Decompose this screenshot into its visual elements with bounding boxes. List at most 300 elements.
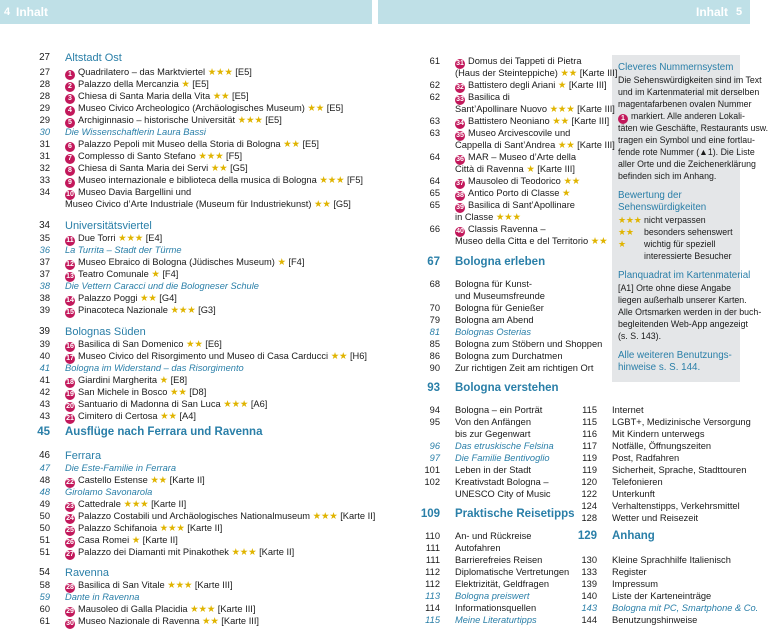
- entry-title: [612, 404, 644, 416]
- page-number: 28: [39, 79, 50, 89]
- entry-title: [455, 314, 534, 326]
- sight-number-marker: 5: [65, 118, 75, 128]
- sidebar-text: wichtig für speziell: [644, 239, 716, 249]
- page-number: 64: [429, 176, 440, 186]
- sight-number-marker: 16: [66, 343, 74, 350]
- entry-title: [612, 428, 705, 440]
- entry-label: Santuario di Madonna di San Luca: [78, 399, 221, 409]
- toc-row[interactable]: [0, 416, 750, 428]
- sight-number-marker: 19: [66, 391, 74, 398]
- page-number: 58: [39, 580, 50, 590]
- entry-label: Die Vettern Caracci und die Bologneser Schule: [65, 281, 259, 291]
- entry-label: Bologna für Kunst-: [455, 279, 533, 289]
- page-number: 110: [425, 531, 440, 541]
- toc-row[interactable]: [0, 614, 750, 626]
- map-reference: [Karte II]: [184, 523, 223, 533]
- entry-label: Basilica di San Vitale: [78, 580, 165, 590]
- entry-label: Bologna mit PC, Smartphone & Co.: [612, 603, 759, 613]
- page-number: 120: [581, 477, 597, 487]
- page-number: 45: [37, 426, 50, 438]
- page-number: 70: [429, 303, 440, 313]
- page-number: 30: [39, 127, 50, 137]
- entry-label: Mit Kindern unterwegs: [612, 429, 705, 439]
- sidebar-line: [618, 362, 700, 374]
- entry-label: Classis Ravenna –: [468, 224, 546, 234]
- rating-stars: ★: [555, 80, 567, 90]
- page-number: 51: [39, 547, 50, 557]
- entry-label: Ausflüge nach Ferrara und Ravenna: [65, 426, 263, 438]
- sight-number-marker: 14: [66, 297, 74, 304]
- page-number: 130: [581, 555, 597, 565]
- entry-label: Museo Civico d’Arte Industriale (Museum für Industriekunst): [65, 199, 312, 209]
- rating-stars: ★★★: [120, 499, 149, 509]
- entry-label: Mausoleo di Galla Placidia: [78, 604, 188, 614]
- sidebar-line: [618, 319, 748, 331]
- entry-label: Basilica di Sant’Apollinare: [468, 200, 575, 210]
- entry-title: [612, 578, 658, 590]
- entry-title: [455, 163, 575, 175]
- entry-title: [455, 67, 617, 79]
- rating-stars: ★★★: [187, 604, 216, 614]
- page-number: 27: [39, 52, 50, 63]
- page-number: 119: [582, 465, 597, 475]
- map-reference: [F5]: [223, 151, 243, 161]
- page-number: 112: [425, 579, 440, 589]
- entry-title: [455, 542, 501, 554]
- page-number: 37: [39, 257, 50, 267]
- page-number: 66: [429, 224, 440, 234]
- sidebar-text: tragen ein Symbol und eine fortlau-: [618, 135, 755, 145]
- sidebar-text: magentafarbenen ovalen Nummer: [618, 99, 752, 109]
- page-number: 62: [429, 92, 440, 102]
- rating-stars: ★★: [304, 103, 325, 113]
- sidebar-text: Alle weiteren Benutzungs-: [618, 350, 732, 361]
- map-reference: [Karte III]: [577, 68, 618, 78]
- map-reference: [H6]: [347, 351, 368, 361]
- toc-row[interactable]: [0, 464, 750, 476]
- page-number: 59: [39, 592, 50, 602]
- toc-row[interactable]: [0, 530, 750, 542]
- sidebar-text: [A1] Orte ohne diese Angabe: [618, 283, 731, 293]
- page-number: 94: [429, 405, 440, 415]
- page-number: 68: [429, 279, 440, 289]
- sidebar-line: [618, 99, 752, 111]
- toc-row[interactable]: [0, 602, 759, 614]
- rating-stars: ★: [178, 79, 190, 89]
- sidebar-text: täten wie Geschäfte, Restaurants usw.: [618, 123, 768, 133]
- entry-label: in Classe: [455, 212, 494, 222]
- map-reference: [E5]: [299, 139, 319, 149]
- sidebar-text: befinden sich im Anhang.: [618, 171, 717, 181]
- entry-label: Teatro Comunale: [78, 269, 149, 279]
- sight-number-marker: 12: [66, 261, 74, 268]
- page-number: 96: [429, 441, 440, 451]
- sidebar-text: Cleveres Nummernsystem: [618, 62, 734, 73]
- entry-label: Mausoleo di Teodorico: [468, 176, 561, 186]
- sight-number-marker: 30: [66, 620, 74, 627]
- entry-label: Bologna am Abend: [455, 315, 534, 325]
- entry-label: Praktische Reisetipps: [455, 508, 575, 520]
- page-number: 42: [39, 387, 50, 397]
- entry-label: Liste der Karteneinträge: [612, 591, 712, 601]
- sidebar-text: Planquadrat im Kartenmaterial: [618, 270, 751, 281]
- rating-stars: ★★: [560, 176, 581, 186]
- entry-label: Palazzo Schifanoia: [78, 523, 158, 533]
- entry-title: [455, 103, 615, 115]
- map-reference: [Karte III]: [566, 80, 607, 90]
- page-number: 65: [429, 200, 440, 210]
- sight-number-marker: 18: [66, 379, 74, 386]
- sight-number-marker: 31: [456, 60, 464, 67]
- map-reference: [A6]: [248, 399, 268, 409]
- entry-label: Internet: [612, 405, 644, 415]
- entry-label: Bologna im Widerstand – das Risorgimento: [65, 363, 244, 373]
- map-reference: [F5]: [344, 175, 363, 185]
- entry-title: [612, 416, 751, 428]
- map-reference: [G4]: [156, 293, 177, 303]
- entry-label: Notfälle, Öffnungszeiten: [612, 441, 712, 451]
- entry-label: Altstadt Ost: [65, 52, 122, 64]
- entry-label: Benutzungshinweise: [612, 615, 698, 625]
- map-reference: [E6]: [202, 339, 222, 349]
- page-number: 117: [582, 441, 597, 451]
- entry-label: Die Familie Bentivoglio: [455, 453, 550, 463]
- page-number: 39: [39, 305, 50, 315]
- entry-title: [612, 500, 740, 512]
- sidebar-line: [618, 123, 768, 135]
- page-number: 139: [581, 579, 597, 589]
- map-reference: [D8]: [186, 387, 207, 397]
- rating-stars: ★★: [555, 140, 575, 150]
- toc-row[interactable]: [0, 590, 750, 602]
- page-title-left: Inhalt: [16, 5, 48, 19]
- page-number: 31: [39, 139, 50, 149]
- entry-label: Quadrilatero – das Marktviertel: [78, 67, 206, 77]
- entry-label: Casa Romei: [78, 535, 130, 545]
- page-number: 36: [39, 245, 50, 255]
- entry-label: Museo Civico Archeologico (Archäologisches Museum): [78, 103, 305, 113]
- page-number: 38: [39, 281, 50, 291]
- rating-stars: ★★: [147, 475, 168, 485]
- sight-number-marker: 1: [65, 70, 75, 80]
- rating-stars: ★★★: [115, 233, 144, 243]
- page-number: 39: [39, 339, 50, 349]
- entry-label: Impressum: [612, 579, 658, 589]
- entry-label: Diplomatische Vertretungen: [455, 567, 570, 577]
- map-reference: [G3]: [195, 305, 216, 315]
- toc-row[interactable]: [0, 428, 750, 440]
- sight-number-marker: 2: [65, 82, 75, 92]
- sidebar-text: fende rote Nummer (▲1). Die Liste: [618, 147, 755, 157]
- entry-label: Bologna preiswert: [455, 591, 530, 601]
- entry-label: Pinacoteca Nazionale: [78, 305, 168, 315]
- map-reference: [Karte II]: [337, 511, 376, 521]
- toc-row[interactable]: [0, 452, 750, 464]
- entry-label: Antico Porto di Classe: [468, 188, 560, 198]
- page-number: 43: [39, 399, 50, 409]
- rating-stars: ★: [129, 535, 141, 545]
- sight-number-marker: 8: [65, 166, 75, 176]
- sidebar-text: nicht verpassen: [644, 215, 706, 225]
- entry-label: Ravenna: [65, 567, 110, 579]
- sight-number-marker: 3: [65, 94, 75, 104]
- toc-row[interactable]: [0, 404, 750, 416]
- page-number: 140: [581, 591, 597, 601]
- sidebar-line: [618, 135, 755, 147]
- sight-number-marker: 20: [66, 403, 74, 410]
- page-number: 37: [39, 269, 50, 279]
- sidebar-line: [618, 239, 715, 251]
- entry-label: Chiesa di Santa Maria della Vita: [78, 91, 211, 101]
- entry-label: Palazzo Pepoli mit Museo della Storia di Bologna: [78, 139, 281, 149]
- page-number: 129: [577, 530, 597, 542]
- sidebar-line: [618, 147, 755, 159]
- toc-row[interactable]: [0, 578, 750, 590]
- entry-label: Museo internazionale e biblioteca della musica di Bologna: [78, 175, 317, 185]
- page-number: 143: [581, 603, 597, 613]
- entry-label: Verhaltenstipps, Verkehrsmittel: [612, 501, 740, 511]
- entry-label: (Haus der Steinteppiche): [455, 68, 558, 78]
- page-number: 31: [39, 151, 50, 161]
- entry-label: Anhang: [612, 530, 655, 542]
- sight-number-marker: 38: [456, 192, 464, 199]
- map-reference: [G5]: [330, 199, 351, 209]
- sidebar-text: Bewertung der: [618, 190, 682, 201]
- sidebar-line: [618, 270, 750, 282]
- page-number: 61: [39, 616, 50, 626]
- sight-number-marker: 4: [65, 106, 75, 116]
- entry-label: Elektrizität, Geldfragen: [455, 579, 550, 589]
- entry-label: Ferrara: [65, 450, 102, 462]
- toc-row[interactable]: [0, 566, 750, 578]
- entry-title: [455, 290, 545, 302]
- map-reference: [E8]: [167, 375, 188, 385]
- toc-row[interactable]: [0, 488, 750, 500]
- rating-stars: ★★: [328, 351, 348, 361]
- map-reference: [E5]: [189, 79, 209, 89]
- entry-label: Museo Arcivescovile und: [468, 128, 571, 138]
- entry-label: Zur richtigen Zeit am richtigen Ort: [455, 363, 594, 373]
- entry-title: [612, 464, 746, 476]
- rating-stars: ★★★: [235, 115, 263, 125]
- entry-title: [455, 362, 593, 374]
- sight-number-marker: 13: [66, 273, 74, 280]
- entry-label: Girolamo Savonarola: [65, 487, 153, 497]
- entry-title: [455, 350, 563, 362]
- page-number: 48: [39, 487, 50, 497]
- rating-stars: ★★: [137, 293, 157, 303]
- page-number: 47: [39, 463, 50, 473]
- page-number: 112: [425, 567, 440, 577]
- page-number: 60: [39, 604, 50, 614]
- sidebar-line: [618, 159, 756, 171]
- page-number: 67: [427, 256, 440, 268]
- map-reference: [Karte III]: [192, 580, 233, 590]
- sight-number-marker: 25: [66, 527, 74, 534]
- map-reference: [Karte II]: [167, 475, 205, 485]
- page-number: 29: [39, 103, 50, 113]
- map-reference: [Karte II]: [140, 535, 178, 545]
- map-reference: [Karte III]: [574, 140, 615, 150]
- entry-title: [612, 452, 679, 464]
- entry-label: Unterkunft: [612, 489, 655, 499]
- sight-number-marker: 23: [66, 503, 74, 510]
- toc-row[interactable]: [0, 440, 750, 452]
- entry-label: Palazzo dei Diamanti mit Pinakothek: [78, 547, 229, 557]
- entry-label: Kleine Sprachhilfe Italienisch: [612, 555, 731, 565]
- entry-label: Kreativstadt Bologna –: [455, 477, 549, 487]
- entry-title: [612, 512, 698, 524]
- sidebar-text: liegen außerhalb unserer Karten.: [618, 295, 747, 305]
- map-reference: [E5]: [232, 67, 252, 77]
- entry-title: [455, 326, 531, 338]
- entry-label: Leben in der Stadt: [455, 465, 531, 475]
- sidebar-line: [618, 307, 761, 319]
- entry-title: [455, 235, 607, 247]
- rating-stars: ★★: [167, 387, 187, 397]
- entry-label: An- und Rückreise: [455, 531, 532, 541]
- sight-number-marker: 37: [456, 180, 464, 187]
- page-number: 124: [581, 501, 597, 511]
- page-number: 51: [39, 535, 50, 545]
- entry-label: Meine Literaturtipps: [455, 615, 537, 625]
- rating-stars: ★★★: [310, 511, 338, 521]
- map-reference: [Karte III]: [534, 164, 575, 174]
- entry-label: UNESCO City of Music: [455, 489, 551, 499]
- page-number: 62: [429, 80, 440, 90]
- toc-row[interactable]: [0, 476, 750, 488]
- toc-row[interactable]: [0, 554, 750, 566]
- entry-label: Register: [612, 567, 647, 577]
- page-number: 128: [581, 513, 597, 523]
- page-number: 41: [39, 363, 50, 373]
- page-number: 111: [425, 543, 440, 553]
- sidebar-line: [618, 202, 706, 214]
- rating-stars: ★★: [280, 139, 300, 149]
- sight-number-marker: 32: [456, 84, 464, 91]
- page-number: 48: [39, 475, 50, 485]
- entry-label: Due Torri: [78, 233, 116, 243]
- sight-number-marker: 36: [456, 156, 464, 163]
- rating-stars: ★★★: [547, 104, 575, 114]
- entry-label: Archiginnasio – historische Universität: [78, 115, 236, 125]
- entry-label: Telefonieren: [612, 477, 663, 487]
- toc-row[interactable]: [0, 382, 750, 394]
- map-reference: [F4]: [159, 269, 179, 279]
- sidebar-line: [618, 350, 732, 362]
- page-number: 50: [39, 523, 50, 533]
- map-reference: [A4]: [176, 411, 196, 421]
- rating-stars: ★★: [588, 236, 608, 246]
- sidebar-line: [618, 227, 733, 239]
- sight-number-marker: 40: [456, 228, 464, 235]
- entry-label: Castello Estense: [78, 475, 148, 485]
- entry-label: Giardini Margherita: [78, 375, 158, 385]
- rating-stars: ★★: [210, 91, 230, 101]
- page-number-right: 5: [736, 6, 743, 18]
- sight-number-marker: 6: [65, 142, 75, 152]
- page-number: 63: [429, 116, 440, 126]
- map-reference: [F4]: [285, 257, 305, 267]
- page-number: 27: [39, 67, 50, 77]
- map-reference: [Karte III]: [574, 104, 615, 114]
- rating-stars: ★★: [183, 339, 203, 349]
- sidebar-text: hinweise s. S. 144.: [618, 362, 701, 373]
- entry-label: Domus dei Tappeti di Pietra: [468, 56, 582, 66]
- entry-label: Battistero degli Ariani: [468, 80, 556, 90]
- entry-title: [612, 440, 711, 452]
- sidebar-text: aller Orte und die Zeichenerklärung: [618, 159, 756, 169]
- page-number: 65: [429, 188, 440, 198]
- rating-stars: ★★: [157, 411, 177, 421]
- map-reference: [Karte III]: [218, 616, 260, 626]
- entry-label: Die Wissenschaftlerin Laura Bassi: [65, 127, 206, 137]
- entry-title: [612, 602, 758, 614]
- rating-stars: ★★★: [164, 580, 193, 590]
- entry-title: [612, 476, 663, 488]
- rating-stars: ★★★: [205, 67, 233, 77]
- page-number: 29: [39, 115, 50, 125]
- entry-label: Complesso di Santo Stefano: [78, 151, 196, 161]
- toc-row[interactable]: [0, 500, 750, 512]
- sight-number-marker: 11: [66, 237, 74, 244]
- toc-row[interactable]: [0, 542, 750, 554]
- toc-row[interactable]: [0, 512, 750, 524]
- page-number: 33: [39, 175, 50, 185]
- entry-title: [455, 278, 532, 290]
- sight-number-marker: 17: [66, 355, 74, 362]
- sidebar-text: Sehenswürdigkeiten: [618, 202, 707, 213]
- entry-label: Universitätsviertel: [65, 220, 152, 232]
- rating-stars: ★★: [208, 163, 228, 173]
- page-number: 41: [39, 375, 50, 385]
- sight-number-marker: 27: [66, 551, 74, 558]
- page-number: 46: [39, 450, 50, 461]
- entry-label: Chiesa di Santa Maria dei Servi: [78, 163, 209, 173]
- page-number: 116: [582, 429, 597, 439]
- page-number: 119: [582, 453, 597, 463]
- entry-label: Dante in Ravenna: [65, 592, 140, 602]
- page-number: 115: [582, 417, 597, 427]
- entry-label: San Michele in Bosco: [78, 387, 168, 397]
- page-number: 109: [420, 508, 440, 520]
- entry-label: Bologna verstehen: [455, 382, 559, 394]
- rating-stars: ★★: [199, 616, 219, 626]
- entry-title: [612, 530, 655, 542]
- page-number: 28: [39, 91, 50, 101]
- sight-number-marker: 39: [456, 204, 464, 211]
- entry-label: Museo Civico del Risorgimento und Museo di Casa Carducci: [78, 351, 329, 361]
- map-reference: [Karte II]: [256, 547, 295, 557]
- page-number: 35: [39, 233, 50, 243]
- entry-label: Museo Davia Bargellini und: [78, 187, 192, 197]
- entry-label: Informationsquellen: [455, 603, 537, 613]
- sight-number-marker: 22: [66, 479, 74, 486]
- entry-title: [455, 338, 602, 350]
- entry-label: Sicherheit, Sprache, Stadttouren: [612, 465, 747, 475]
- sight-number-marker: 35: [456, 132, 464, 139]
- rating-stars: ★: [523, 164, 535, 174]
- entry-title: [612, 566, 647, 578]
- page-number: 115: [425, 615, 440, 625]
- sidebar-line: [618, 87, 759, 99]
- entry-title: [455, 302, 544, 314]
- sidebar-text: Die Sehenswürdigkeiten sind im Text: [618, 75, 762, 85]
- page-number: 95: [429, 417, 440, 427]
- entry-title: [455, 211, 521, 223]
- entry-title: [612, 488, 655, 500]
- map-reference: [E4]: [143, 233, 163, 243]
